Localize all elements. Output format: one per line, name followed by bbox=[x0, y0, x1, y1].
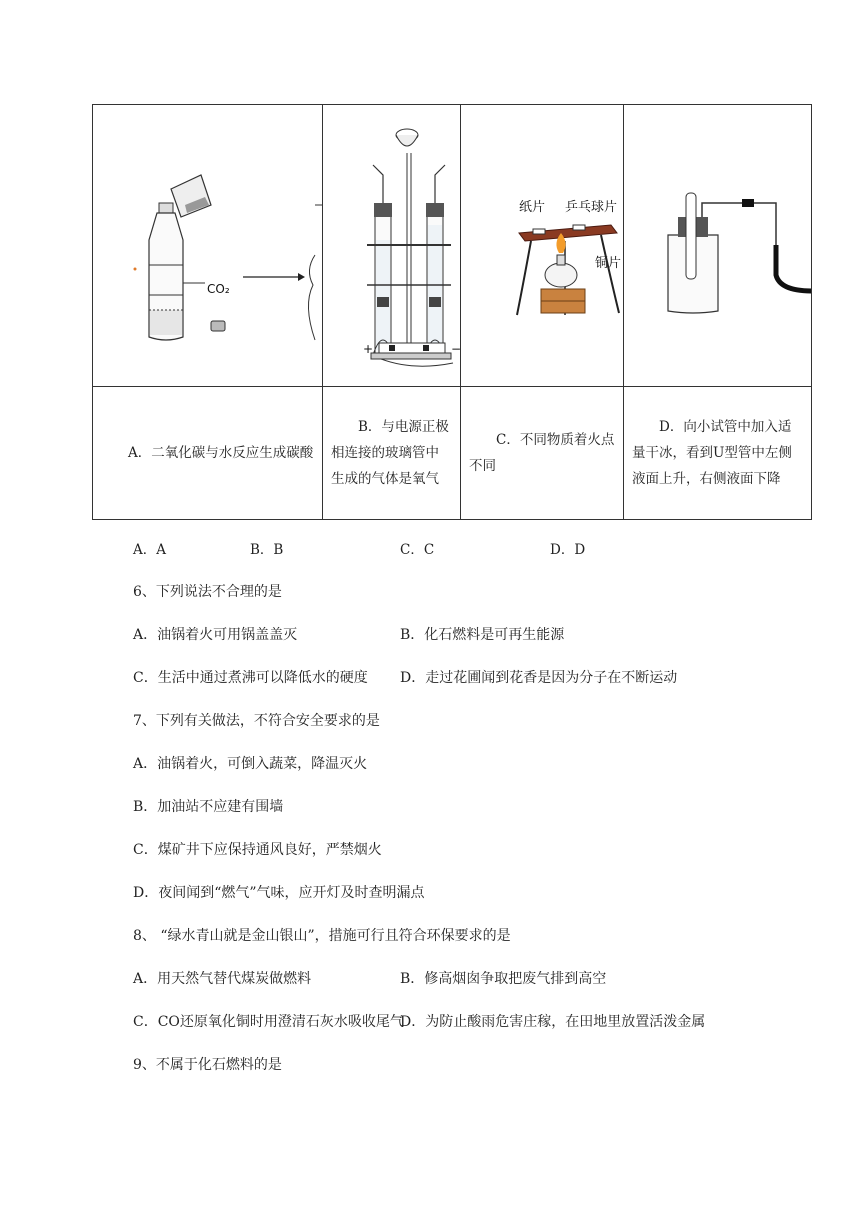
q8-option-c[interactable]: C．CO还原氧化铜时用澄清石灰水吸收尾气 bbox=[133, 1014, 404, 1030]
label-pingpong: 乒乓球片 bbox=[565, 200, 618, 215]
caption-a: A．二氧化碳与水反应生成碳酸 bbox=[93, 387, 323, 520]
ignition-point-illustration bbox=[461, 105, 623, 386]
label-co2: CO₂ bbox=[207, 282, 230, 296]
q7-option-a[interactable]: A．油锅着火，可倒入蔬菜，降温灭火 bbox=[133, 756, 368, 772]
image-cell-d bbox=[624, 105, 812, 387]
q6-option-c[interactable]: C．生活中通过煮沸可以降低水的硬度 bbox=[133, 670, 368, 686]
q8-option-d[interactable]: D．为防止酸雨危害庄稼，在田地里放置活泼金属 bbox=[400, 1014, 706, 1030]
electrolysis-apparatus-illustration bbox=[323, 105, 460, 386]
q9-stem: 9、不属于化石燃料的是 bbox=[133, 1057, 282, 1073]
q7-option-b[interactable]: B．加油站不应建有围墙 bbox=[133, 799, 284, 815]
q7-option-c[interactable]: C．煤矿井下应保持通风良好，严禁烟火 bbox=[133, 842, 382, 858]
caption-d: D．向小试管中加入适量干冰，看到U型管中左侧液面上升，右侧液面下降 bbox=[624, 387, 812, 520]
image-cell-b bbox=[323, 105, 461, 387]
caption-c: C．不同物质着火点不同 bbox=[461, 387, 624, 520]
q7-option-d[interactable]: D．夜间闻到“燃气”气味，应开灯及时查明漏点 bbox=[133, 885, 425, 901]
u-tube-illustration bbox=[624, 105, 811, 386]
q5-option-c[interactable]: C．C bbox=[400, 542, 435, 558]
image-cell-a bbox=[93, 105, 323, 387]
q7-stem: 7、下列有关做法，不符合安全要求的是 bbox=[133, 713, 380, 729]
experiment-table bbox=[92, 104, 812, 520]
q8-option-b[interactable]: B．修高烟囱争取把废气排到高空 bbox=[400, 971, 607, 987]
q6-option-b[interactable]: B．化石燃料是可再生能源 bbox=[400, 627, 565, 643]
caption-b: B．与电源正极相连接的玻璃管中生成的气体是氧气 bbox=[323, 387, 461, 520]
q5-option-b[interactable]: B．B bbox=[250, 542, 284, 558]
label-minus: − bbox=[451, 342, 461, 356]
image-cell-c bbox=[461, 105, 624, 387]
label-copper: 铜片 bbox=[595, 256, 622, 271]
q5-option-a[interactable]: A．A bbox=[133, 542, 166, 558]
label-paper: 纸片 bbox=[519, 200, 546, 215]
q6-option-d[interactable]: D．走过花圃闻到花香是因为分子在不断运动 bbox=[400, 670, 678, 686]
q8-option-a[interactable]: A．用天然气替代煤炭做燃料 bbox=[133, 971, 312, 987]
label-plus: + bbox=[363, 342, 374, 356]
q5-option-d[interactable]: D．D bbox=[550, 542, 586, 558]
q8-stem: 8、 “绿水青山就是金山银山”，措施可行且符合环保要求的是 bbox=[133, 928, 511, 944]
co2-bottle-illustration bbox=[93, 105, 322, 386]
q6-option-a[interactable]: A．油锅着火可用锅盖盖灭 bbox=[133, 627, 298, 643]
q6-stem: 6、下列说法不合理的是 bbox=[133, 584, 282, 600]
